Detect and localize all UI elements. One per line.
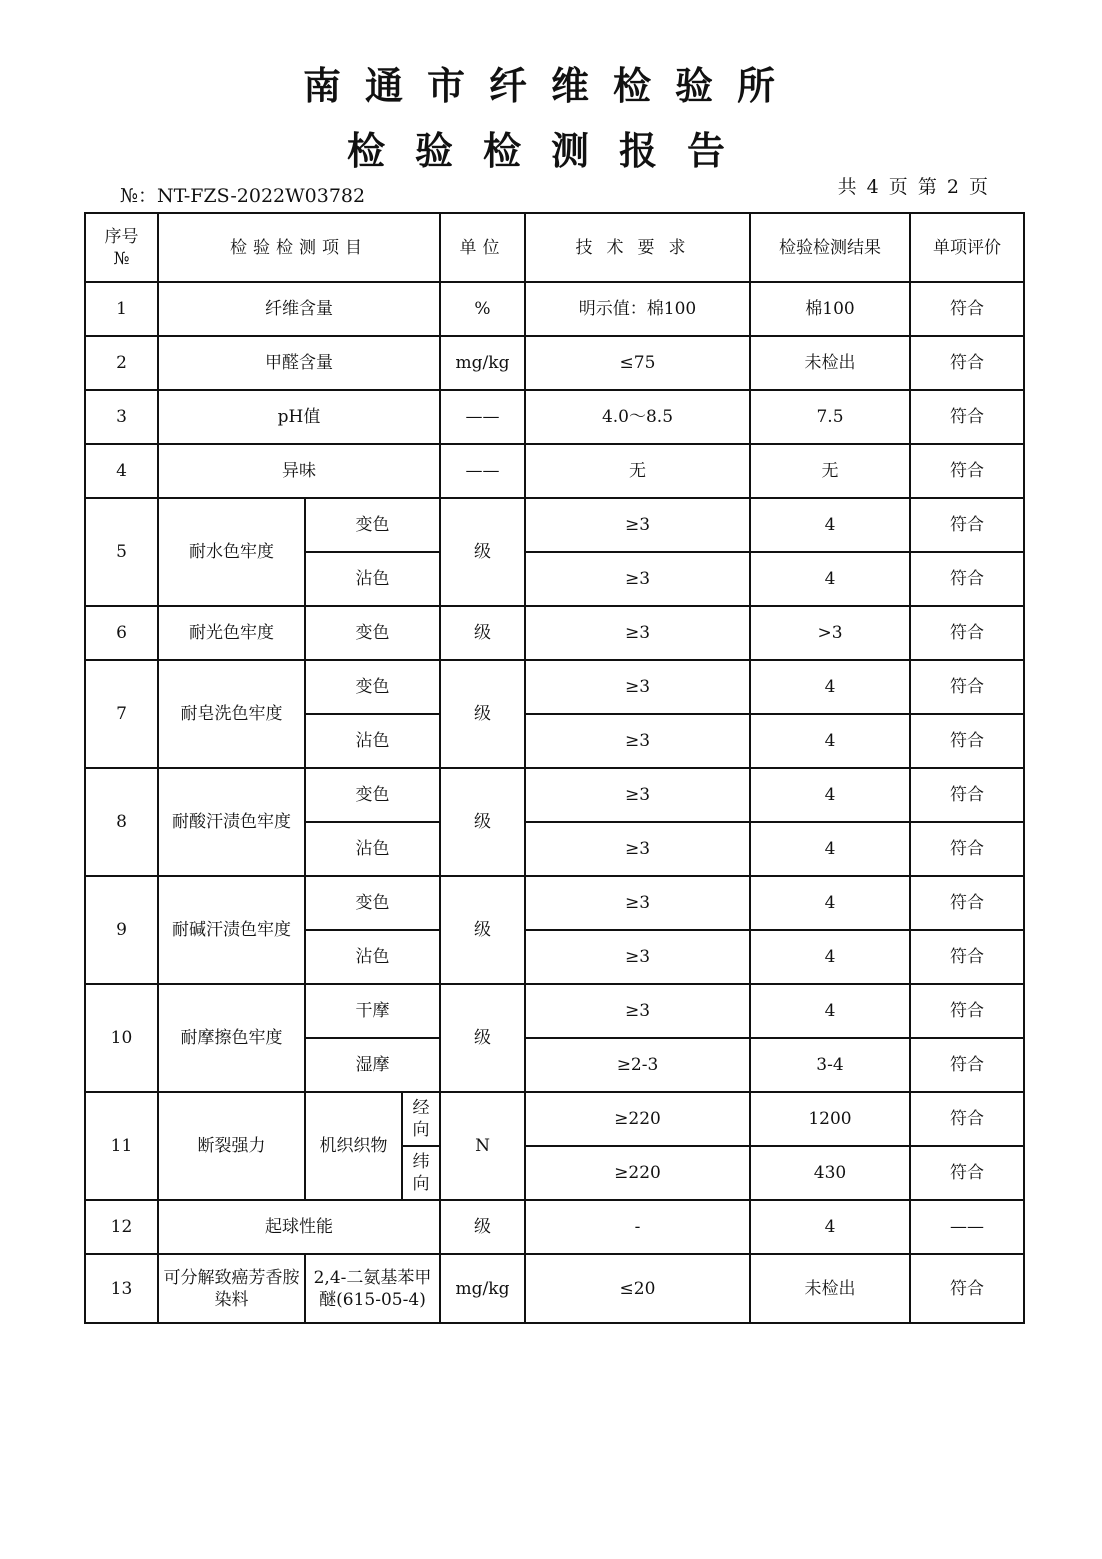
evaluation-cell: 符合	[910, 1092, 1024, 1146]
sub-item-name: 变色	[305, 768, 440, 822]
table-header-row	[85, 213, 1024, 282]
table-row	[85, 390, 1024, 444]
requirement-cell: ≥220	[525, 1146, 750, 1200]
evaluation-cell: 符合	[910, 1038, 1024, 1092]
result-cell: 未检出	[750, 336, 910, 390]
row-number: 13	[85, 1254, 158, 1323]
row-number: 4	[85, 444, 158, 498]
row-number: 12	[85, 1200, 158, 1254]
item-name: 耐酸汗渍色牢度	[158, 768, 305, 876]
requirement-cell: ≥3	[525, 876, 750, 930]
row-number: 10	[85, 984, 158, 1092]
evaluation-cell: 符合	[910, 552, 1024, 606]
result-cell: 4	[750, 876, 910, 930]
result-cell: 4	[750, 552, 910, 606]
unit-cell: 级	[440, 768, 525, 876]
requirement-cell: ≥3	[525, 498, 750, 552]
requirement-cell: ≥3	[525, 714, 750, 768]
evaluation-cell: 符合	[910, 660, 1024, 714]
table-row	[85, 606, 1024, 660]
sub-item-name: 沾色	[305, 552, 440, 606]
table-row	[85, 1200, 1024, 1254]
evaluation-cell: 符合	[910, 606, 1024, 660]
fabric-type: 机织织物	[305, 1092, 402, 1200]
evaluation-cell: 符合	[910, 768, 1024, 822]
table-row	[85, 876, 1024, 930]
sub-item-name: 湿摩	[305, 1038, 440, 1092]
row-number: 7	[85, 660, 158, 768]
evaluation-cell: 符合	[910, 1146, 1024, 1200]
item-name: 耐水色牢度	[158, 498, 305, 606]
row-number: 11	[85, 1092, 158, 1200]
result-cell: 4	[750, 498, 910, 552]
result-cell: 无	[750, 444, 910, 498]
evaluation-cell: 符合	[910, 822, 1024, 876]
item-name: 耐皂洗色牢度	[158, 660, 305, 768]
requirement-cell: 4.0～8.5	[525, 390, 750, 444]
sub-item-name: 变色	[305, 660, 440, 714]
table-row	[85, 768, 1024, 822]
unit-cell: 级	[440, 984, 525, 1092]
item-name: 断裂强力	[158, 1092, 305, 1200]
requirement-cell: 明示值：棉100	[525, 282, 750, 336]
unit-cell: ——	[440, 390, 525, 444]
header-unit: 单位	[440, 213, 525, 282]
evaluation-cell: 符合	[910, 714, 1024, 768]
sub-item-name: 经向	[402, 1092, 440, 1146]
requirement-cell: ≥3	[525, 930, 750, 984]
result-cell: 3-4	[750, 1038, 910, 1092]
unit-cell: 级	[440, 1200, 525, 1254]
result-cell: 4	[750, 822, 910, 876]
item-name: 耐碱汗渍色牢度	[158, 876, 305, 984]
table-row	[85, 336, 1024, 390]
row-number: 1	[85, 282, 158, 336]
requirement-cell: ≤75	[525, 336, 750, 390]
institute-name: 南通市纤维检验所	[302, 64, 799, 108]
unit-cell: %	[440, 282, 525, 336]
header-requirement: 技术要求	[525, 213, 750, 282]
evaluation-cell: 符合	[910, 390, 1024, 444]
table-row	[85, 984, 1024, 1038]
result-cell: 7.5	[750, 390, 910, 444]
requirement-cell: ≥3	[525, 768, 750, 822]
header-seq: 序号 №	[85, 213, 158, 282]
sub-item-name: 纬向	[402, 1146, 440, 1200]
requirement-cell: ≥3	[525, 606, 750, 660]
row-number: 8	[85, 768, 158, 876]
header-evaluation: 单项评价	[910, 213, 1024, 282]
table-row	[85, 282, 1024, 336]
table-row	[85, 660, 1024, 714]
sub-item-name: 变色	[305, 498, 440, 552]
requirement-cell: ≤20	[525, 1254, 750, 1323]
item-name: 纤维含量	[158, 282, 440, 336]
requirement-cell: ≥3	[525, 660, 750, 714]
requirement-cell: ≥3	[525, 552, 750, 606]
page-indicator: 共 4 页 第 2 页	[837, 176, 990, 198]
row-number: 9	[85, 876, 158, 984]
result-cell: 未检出	[750, 1254, 910, 1323]
table-row	[85, 444, 1024, 498]
requirement-cell: ≥220	[525, 1092, 750, 1146]
sub-item-name: 沾色	[305, 930, 440, 984]
requirement-cell: -	[525, 1200, 750, 1254]
evaluation-cell: ——	[910, 1200, 1024, 1254]
item-name: 异味	[158, 444, 440, 498]
unit-cell: 级	[440, 660, 525, 768]
result-cell: 4	[750, 1200, 910, 1254]
result-cell: 430	[750, 1146, 910, 1200]
item-name: pH值	[158, 390, 440, 444]
unit-cell: 级	[440, 498, 525, 606]
row-number: 3	[85, 390, 158, 444]
sub-item-name: 变色	[305, 606, 440, 660]
unit-cell: mg/kg	[440, 1254, 525, 1323]
evaluation-cell: 符合	[910, 1254, 1024, 1323]
item-name: 起球性能	[158, 1200, 440, 1254]
result-cell: 4	[750, 660, 910, 714]
evaluation-cell: 符合	[910, 336, 1024, 390]
table-row	[85, 1092, 1024, 1146]
result-cell: 4	[750, 984, 910, 1038]
evaluation-cell: 符合	[910, 444, 1024, 498]
unit-cell: ——	[440, 444, 525, 498]
sub-item-name: 干摩	[305, 984, 440, 1038]
sub-item-name: 变色	[305, 876, 440, 930]
unit-cell: N	[440, 1092, 525, 1200]
table-row	[85, 1254, 1024, 1323]
sub-item-name: 沾色	[305, 714, 440, 768]
report-number: №：NT-FZS-2022W03782	[120, 185, 366, 207]
result-cell: >3	[750, 606, 910, 660]
table-row	[85, 498, 1024, 552]
requirement-cell: ≥2-3	[525, 1038, 750, 1092]
result-cell: 4	[750, 930, 910, 984]
evaluation-cell: 符合	[910, 282, 1024, 336]
sub-item-name: 沾色	[305, 822, 440, 876]
result-cell: 棉100	[750, 282, 910, 336]
header-item: 检验检测项目	[158, 213, 440, 282]
evaluation-cell: 符合	[910, 984, 1024, 1038]
unit-cell: mg/kg	[440, 336, 525, 390]
row-number: 2	[85, 336, 158, 390]
requirement-cell: 无	[525, 444, 750, 498]
item-name: 甲醛含量	[158, 336, 440, 390]
item-name: 可分解致癌芳香胺染料	[158, 1254, 305, 1323]
item-name: 耐摩擦色牢度	[158, 984, 305, 1092]
header-result: 检验检测结果	[750, 213, 910, 282]
requirement-cell: ≥3	[525, 984, 750, 1038]
item-name: 耐光色牢度	[158, 606, 305, 660]
evaluation-cell: 符合	[910, 876, 1024, 930]
requirement-cell: ≥3	[525, 822, 750, 876]
sub-item-name: 2,4-二氨基苯甲醚(615-05-4)	[305, 1254, 440, 1323]
result-cell: 1200	[750, 1092, 910, 1146]
row-number: 5	[85, 498, 158, 606]
report-title: 检验检测报告	[346, 129, 755, 173]
inspection-results-table	[84, 212, 1025, 1324]
unit-cell: 级	[440, 876, 525, 984]
evaluation-cell: 符合	[910, 930, 1024, 984]
evaluation-cell: 符合	[910, 498, 1024, 552]
row-number: 6	[85, 606, 158, 660]
result-cell: 4	[750, 714, 910, 768]
unit-cell: 级	[440, 606, 525, 660]
result-cell: 4	[750, 768, 910, 822]
